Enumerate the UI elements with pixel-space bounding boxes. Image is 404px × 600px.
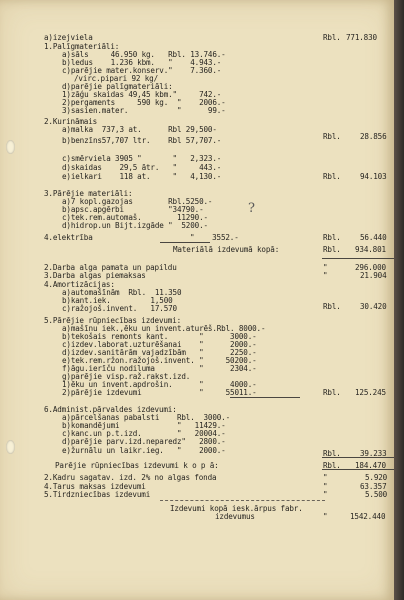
document-line: " 3552.-: [190, 233, 239, 242]
document-line: e)žurnālu un laikr.ieg. " 2000.-: [62, 446, 226, 455]
document-line: f)āgu.ierīču nodiluma " 2304.-: [62, 364, 257, 373]
document-line: 4.elektrība: [44, 233, 93, 242]
document-line: Rbl.: [323, 33, 341, 42]
document-line: 5.920: [365, 473, 388, 482]
document-line: 934.801: [355, 245, 386, 254]
sum-rule: [160, 242, 210, 243]
document-line: a)7 kopl.gazojas Rbl.5250.-: [62, 197, 213, 206]
dashed-rule: [160, 500, 325, 501]
document-line: d)skaidas 29,5 ātr. " 443.-: [62, 163, 222, 172]
document-line: g)parējie visp.raž.rakst.izd.: [62, 372, 191, 381]
document-line: 2.Darba alga pamata un papildu: [44, 263, 177, 272]
document-line: b)ledus 1.236 kbm. " 4.943.-: [62, 58, 222, 67]
document-line: 1.Palīgmateriāli:: [44, 42, 120, 51]
document-line: Rbl.: [323, 461, 341, 470]
document-line: a)izejviela: [44, 33, 93, 42]
document-line: 3.Darba algas piemaksas: [44, 271, 146, 280]
sum-rule: [322, 469, 394, 470]
document-line: Parējie rūpniecības izdevumi k o p ā:: [55, 461, 219, 470]
document-line: a)automašīnām Rbl. 11.350: [62, 288, 182, 297]
document-line: a)mašīnu iek.,ēku un invent.aturēš.Rbl. 8000.-: [62, 324, 266, 333]
document-line: Rbl.: [323, 302, 341, 311]
document-line: 3.Pārējie materiāli:: [44, 189, 133, 198]
document-line: d)hidrop.un Bijt.izgāde " 5200.-: [62, 221, 208, 230]
document-line: Rbl.: [323, 172, 341, 181]
document-line: ": [323, 482, 328, 491]
document-line: 2.Kadru sagatav. izd. 2% no algas fonda: [44, 473, 217, 482]
document-line: Rbl.: [323, 233, 341, 242]
document-line: 296.000: [355, 263, 386, 272]
punch-hole: [6, 440, 15, 454]
document-line: c)parējie mater.konserv." 7.360.-: [62, 66, 222, 75]
document-line: c)izdev.laborat.uzturēšanai " 2000.-: [62, 340, 257, 349]
document-line: 4.Tarus maksas izdevumi: [44, 482, 146, 491]
document-line: ": [323, 490, 328, 499]
document-line: 2)pārējie izdevumi " 55011.-: [62, 388, 257, 397]
document-line: ": [323, 271, 328, 280]
document-line: 4.Amortizācijas:: [44, 280, 115, 289]
document-line: c)smērviela 3905 " " 2,323.-: [62, 154, 222, 163]
document-line: Rbl.: [323, 449, 341, 458]
document-line: 28.856: [360, 132, 387, 141]
document-line: b)benzīns57,707 ltr. Rbl 57,707.-: [62, 136, 222, 145]
document-line: c)kanc.un p.t.izd. " 20004.-: [62, 429, 226, 438]
document-line: 5.500: [365, 490, 388, 499]
document-line: 94.103: [360, 172, 387, 181]
document-line: 3)sasien.mater. " 99.-: [62, 106, 226, 115]
document-line: 1)zāģu skaidas 49,45 kbm." 742.-: [62, 90, 222, 99]
document-line: ": [323, 263, 328, 272]
document-line: b)komandējumi " 11429.-: [62, 421, 226, 430]
document-line: d)izdev.sanitārām vajadzībām " 2250.-: [62, 348, 257, 357]
document-line: c)ražojoš.invent. 17.570: [62, 304, 177, 313]
document-line: 1542.440: [350, 512, 386, 521]
document-line: Rbl.: [323, 245, 341, 254]
punch-hole: [6, 140, 15, 154]
document-line: Rbl.: [323, 132, 341, 141]
document-line: 2)pergaments 590 kg. " 2006.-: [62, 98, 226, 107]
document-line: 5.Pārējie rūpniecības izdevumi:: [44, 316, 182, 325]
document-line: a)sāls 46.950 kg. Rbl. 13.746.-: [62, 50, 226, 59]
sum-rule: [322, 258, 394, 259]
document-line: 39.233: [360, 449, 387, 458]
document-line: Rbl.: [323, 388, 341, 397]
document-line: b)apsc.apgērbi "34790.-: [62, 205, 204, 214]
sum-rule: [230, 397, 300, 398]
document-line: c)tek.rem.automaš. 11290.-: [62, 213, 208, 222]
document-line: d)parējie palīgmateriāli:: [62, 82, 173, 91]
document-line: 63.357: [360, 482, 387, 491]
document-line: ": [323, 473, 328, 482]
document-line: a)malka 737,3 at. Rbl 29,500-: [62, 125, 217, 134]
document-line: e)tek.rem.ržon.ražojoš.invent. " 50200.-: [62, 356, 257, 365]
document-line: 21.904: [360, 271, 387, 280]
document-line: 6.Administ.pārvaldes izdevumi:: [44, 405, 177, 414]
document-line: izdevumus: [215, 512, 255, 521]
document-line: b)tekošais remonts kant. " 3000.-: [62, 332, 257, 341]
document-line: e)ielkari 118 at. " 4,130.-: [62, 172, 222, 181]
document-line: 125.245: [355, 388, 386, 397]
document-line: a)pārcelšanas pabalsti Rbl. 3000.-: [62, 413, 231, 422]
document-line: 771.830: [346, 33, 377, 42]
document-line: d)parējie parv.izd.neparedz" 2800.-: [62, 437, 226, 446]
document-line: 1)ēku un invent.apdrošin. " 4000.-: [62, 380, 257, 389]
sum-rule: [322, 457, 394, 458]
document-line: Materiālā izdevumā kopā:: [173, 245, 280, 254]
document-line: ": [323, 512, 328, 521]
document-line: 184.470: [355, 461, 386, 470]
document-line: Izdevumi kopā iesk.ārpus fabr.: [170, 504, 303, 513]
document-line: 5.Tirdzniecības izdevumi: [44, 490, 151, 499]
document-line: 30.420: [360, 302, 387, 311]
document-line: 2.Kurināmais: [44, 117, 98, 126]
handwritten-question-mark: ?: [248, 201, 255, 216]
document-line: 56.440: [360, 233, 387, 242]
document-line: b)kant.iek. 1,500: [62, 296, 173, 305]
document-line: /virc.pipari 92 kg/: [74, 74, 159, 83]
background-edge: [394, 0, 404, 600]
